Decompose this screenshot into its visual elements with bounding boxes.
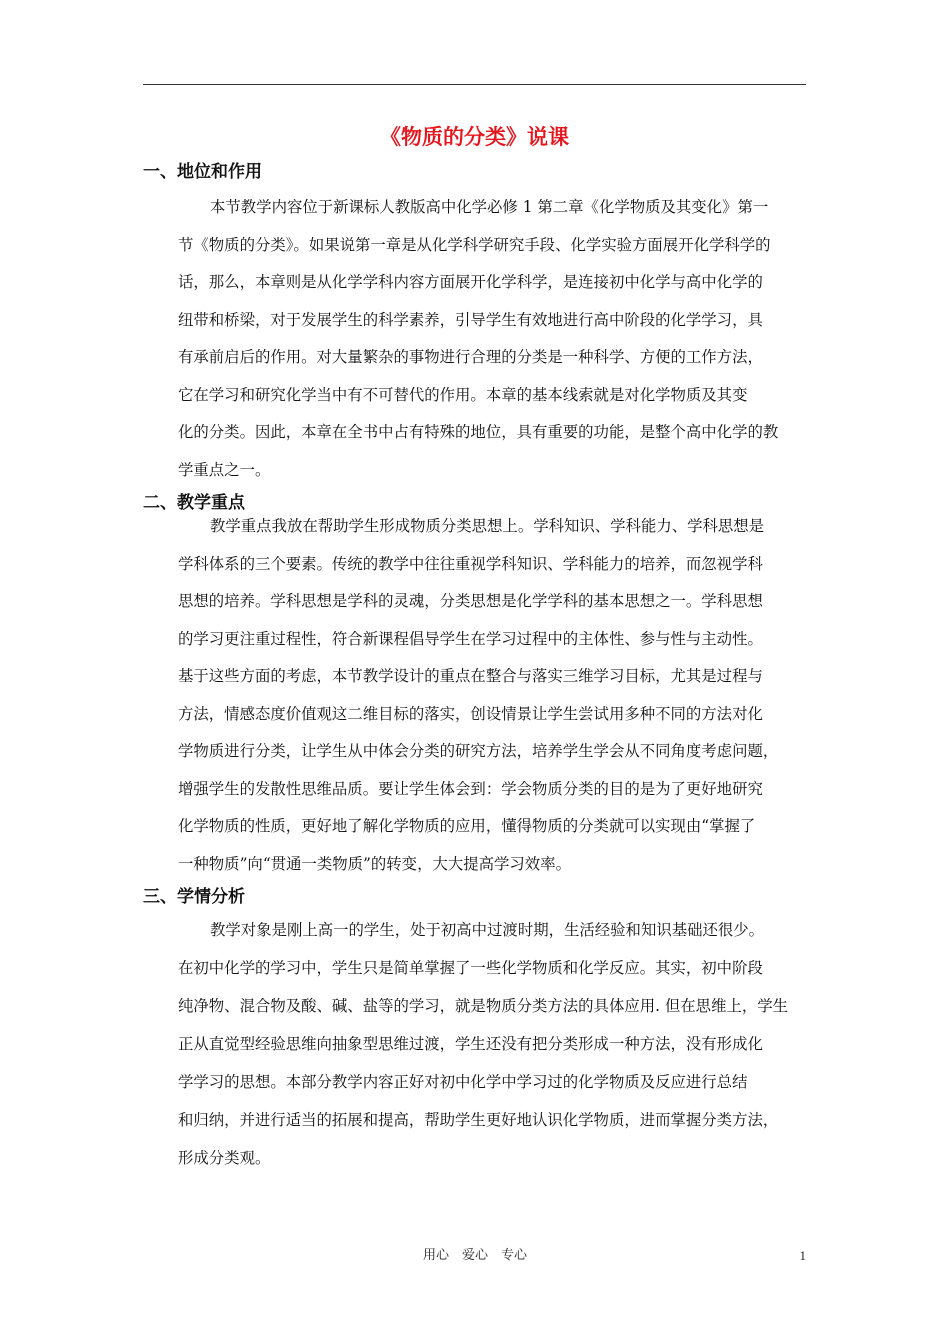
- paragraph-line: 和归纳，并进行适当的拓展和提高，帮助学生更好地认识化学物质，进而掌握分类方法，: [178, 1111, 779, 1129]
- paragraph-line: 方法，情感态度价值观这二维目标的落实，创设情景让学生尝试用多种不同的方法对化: [178, 704, 763, 723]
- paragraph-line: 化的分类。因此，本章在全书中占有特殊的地位，具有重要的功能，是整个高中化学的教: [178, 423, 779, 441]
- paragraph-line: 思想的培养。学科思想是学科的灵魂，分类思想是化学学科的基本思想之一。学科思想: [178, 592, 763, 610]
- section-body-learner-analysis: [178, 911, 806, 1177]
- section-body-teaching-focus: [178, 508, 806, 883]
- paragraph-line: 话，那么，本章则是从化学学科内容方面展开化学科学，是连接初中化学与高中化学的: [178, 273, 763, 291]
- paragraph-line: 基于这些方面的考虑，本节教学设计的重点在整合与落实三维学习目标，尤其是过程与: [178, 667, 763, 685]
- paragraph-line: 的学习更注重过程性，符合新课程倡导学生在学习过程中的主体性、参与性与主动性。: [178, 629, 763, 648]
- paragraph-line: 教学重点我放在帮助学生形成物质分类思想上。学科知识、学科能力、学科思想是: [210, 517, 765, 535]
- paragraph-line: 学科体系的三个要素。传统的教学中往往重视学科知识、学科能力的培养，而忽视学科: [178, 554, 763, 573]
- section-heading-learner-analysis: 三、学情分析: [143, 887, 245, 907]
- paragraph-line: 它在学习和研究化学当中有不可替代的作用。本章的基本线索就是对化学物质及其变: [178, 385, 748, 404]
- section-body-position-and-role: [178, 189, 806, 489]
- paragraph-line: 增强学生的发散性思维品质。要让学生体会到：学会物质分类的目的是为了更好地研究: [178, 779, 763, 798]
- page-number: 1: [799, 1248, 806, 1263]
- paragraph-line: 正从直觉型经验思维向抽象型思维过渡，学生还没有把分类形成一种方法，没有形成化: [178, 1035, 763, 1053]
- section-heading-position-and-role: 一、地位和作用: [143, 162, 262, 182]
- paragraph-line: 学重点之一。: [178, 460, 271, 479]
- paragraph-line: 在初中化学的学习中，学生只是简单掌握了一些化学物质和化学反应。其实，初中阶段: [178, 959, 763, 977]
- paragraph-line: 有承前启后的作用。对大量繁杂的事物进行合理的分类是一种科学、方便的工作方法，: [178, 348, 763, 366]
- paragraph-line: 化学物质的性质，更好地了解化学物质的应用，懂得物质的分类就可以实现由“掌握了: [178, 817, 756, 835]
- paragraph-line: 本节教学内容位于新课标人教版高中化学必修 1 第二章《化学物质及其变化》第一: [210, 198, 769, 216]
- paragraph-line: 一种物质”向“贯通一类物质”的转变，大大提高学习效率。: [178, 854, 571, 873]
- paragraph-line: 纯净物、混合物及酸、碱、盐等的学习，就是物质分类方法的具体应用. 但在思维上，学生: [178, 997, 789, 1015]
- section-heading-teaching-focus: 二、教学重点: [143, 493, 245, 513]
- paragraph-line: 学学习的思想。本部分教学内容正好对初中化学中学习过的化学物质及反应进行总结: [178, 1073, 748, 1091]
- footer-motto: 用心 爱心 专心: [422, 1248, 527, 1263]
- paragraph-line: 学物质进行分类，让学生从中体会分类的研究方法，培养学生学会从不同角度考虑问题，: [178, 742, 779, 760]
- paragraph-line: 形成分类观。: [178, 1149, 271, 1167]
- paragraph-line: 教学对象是刚上高一的学生，处于初高中过渡时期，生活经验和知识基础还很少。: [210, 921, 765, 939]
- paragraph-line: 节《物质的分类》。如果说第一章是从化学科学研究手段、化学实验方面展开化学科学的: [178, 235, 771, 254]
- paragraph-line: 纽带和桥梁，对于发展学生的科学素养，引导学生有效地进行高中阶段的化学学习，具: [178, 310, 763, 329]
- header-rule: [143, 84, 806, 85]
- document-title: 《物质的分类》说课: [380, 125, 569, 149]
